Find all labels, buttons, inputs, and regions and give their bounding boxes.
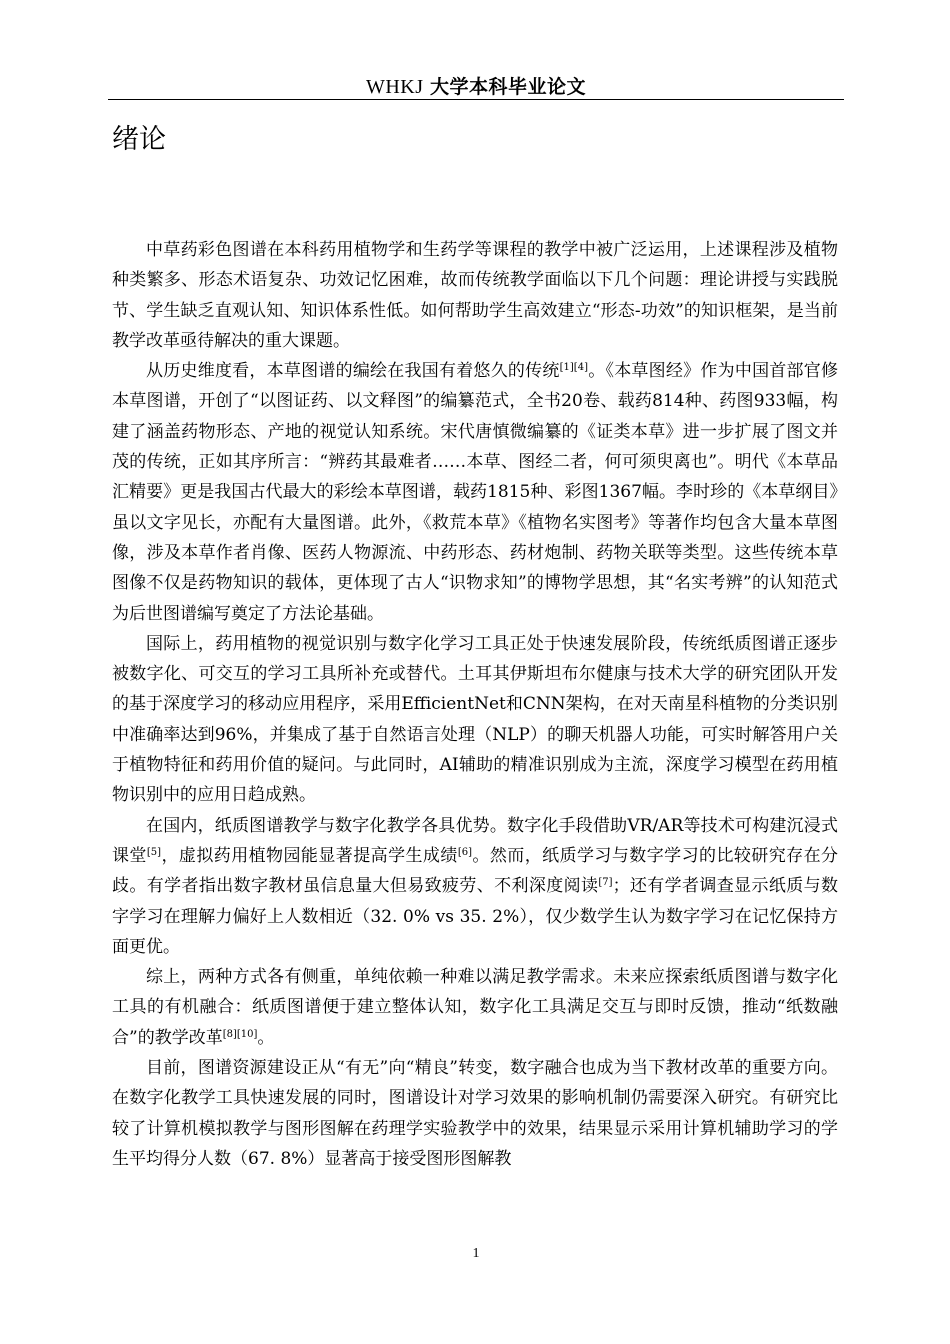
body-paragraph bbox=[112, 811, 838, 962]
citation-ref: [8][10] bbox=[222, 1028, 258, 1040]
paragraph-text: 。 bbox=[257, 1027, 275, 1048]
running-header bbox=[108, 74, 844, 100]
page-number: 1 bbox=[472, 1246, 480, 1261]
citation-ref: [6] bbox=[457, 846, 472, 858]
paragraph-text: 。然而，纸质学习与数字学习的比较研究存在分歧。有学者指出数字教材虽信息量大但易致疲劳、不利深度阅读 bbox=[112, 845, 839, 897]
body-paragraph bbox=[112, 356, 838, 629]
paragraph-text: 从历史维度看，本草图谱的编绘在我国有着悠久的传统 bbox=[146, 361, 560, 382]
citation-ref: [1][4] bbox=[559, 362, 588, 374]
citation-ref: [7] bbox=[598, 877, 613, 889]
chapter-title: 绪论 bbox=[112, 124, 166, 155]
header-university-abbrev: WHKJ bbox=[365, 76, 424, 98]
body-paragraph bbox=[112, 235, 838, 356]
paragraph-text: ，虚拟药用植物园能显著提高学生成绩 bbox=[161, 845, 458, 866]
paragraph-text: 综上，两种方式各有侧重，单纯依赖一种难以满足教学需求。未来应探索纸质图谱与数字化工具的有机融合：纸质图谱便于建立整体认知，数字化工具满足交互与即时反馈，推动“纸数融合”的教学改革 bbox=[112, 967, 838, 1048]
body-text bbox=[112, 235, 838, 1174]
paragraph-text: ；还有学者调查显示纸质与数字学习在理解力偏好上人数相近（32. 0% vs 35. 2%），仅少数学生认为数字学习在记忆保持方面更优。 bbox=[112, 876, 839, 957]
paragraph-text: 国际上，药用植物的视觉识别与数字化学习工具正处于快速发展阶段，传统纸质图谱正逐步被数字化、可交互的学习工具所补充或替代。土耳其伊斯坦布尔健康与技术大学的研究团队开发的基于深度学习的移动应用程序，采用EfficientNet和CNN架构，在对天南星科植物的分类识别中准确率达到96%，并集成了基于自然语言处理（NLP）的聊天机器人功能，可实时解答用户关于植物特征和药用价值的疑问。与此同时，AI辅助的精准识别成为主流，深度学习模型在药用植物识别中的应用日趋成熟。 bbox=[112, 633, 838, 806]
header-thesis-type: 大学本科毕业论文 bbox=[430, 76, 587, 98]
paragraph-text: 中草药彩色图谱在本科药用植物学和生药学等课程的教学中被广泛运用，上述课程涉及植物种类繁多、形态术语复杂、功效记忆困难，故而传统教学面临以下几个问题：理论讲授与实践脱节、学生缺乏直观认知、知识体系性低。如何帮助学生高效建立“形态-功效”的知识框架，是当前教学改革亟待解决的重大课题。 bbox=[112, 240, 838, 351]
header-rule bbox=[108, 99, 844, 100]
body-paragraph bbox=[112, 962, 838, 1053]
body-paragraph bbox=[112, 629, 838, 811]
body-paragraph bbox=[112, 1053, 838, 1174]
paragraph-text: 目前，图谱资源建设正从“有无”向“精良”转变，数字融合也成为当下教材改革的重要方向。在数字化教学工具快速发展的同时，图谱设计对学习效果的影响机制仍需要深入研究。有研究比较了计算机模拟教学与图形图解在药理学实验教学中的效果，结果显示采用计算机辅助学习的学生平均得分人数（67. 8%）显著高于接受图形图解教 bbox=[112, 1058, 838, 1169]
paragraph-text: 在国内，纸质图谱教学与数字化教学各具优势。数字化手段借助VR/AR等技术可构建沉浸式课堂 bbox=[112, 815, 838, 866]
paragraph-text: 。《本草图经》作为中国首部官修本草图谱，开创了“以图证药、以文释图”的编纂范式，全书20卷、载药814种、药图933幅，构建了涵盖药物形态、产地的视觉认知系统。宋代唐慎微编纂的《证类本草》进一步扩展了图文并茂的传统，正如其序所言：“辨药其最难者……本草、图经二者，何可须臾离也”。明代《本草品汇精要》更是我国古代最大的彩绘本草图谱，载药1815种、彩图1367幅。李时珍的《本草纲目》虽以文字见长，亦配有大量图谱。此外，《救荒本草》《植物名实图考》等著作均包含大量本草图像，涉及本草作者肖像、医药人物源流、中药形态、药材炮制、药物关联等类型。这些传统本草图像不仅是药物知识的载体，更体现了古人“识物求知”的博物学思想，其“名实考辨”的认知范式为后世图谱编写奠定了方法论基础。 bbox=[112, 361, 839, 624]
citation-ref: [5] bbox=[146, 846, 162, 858]
